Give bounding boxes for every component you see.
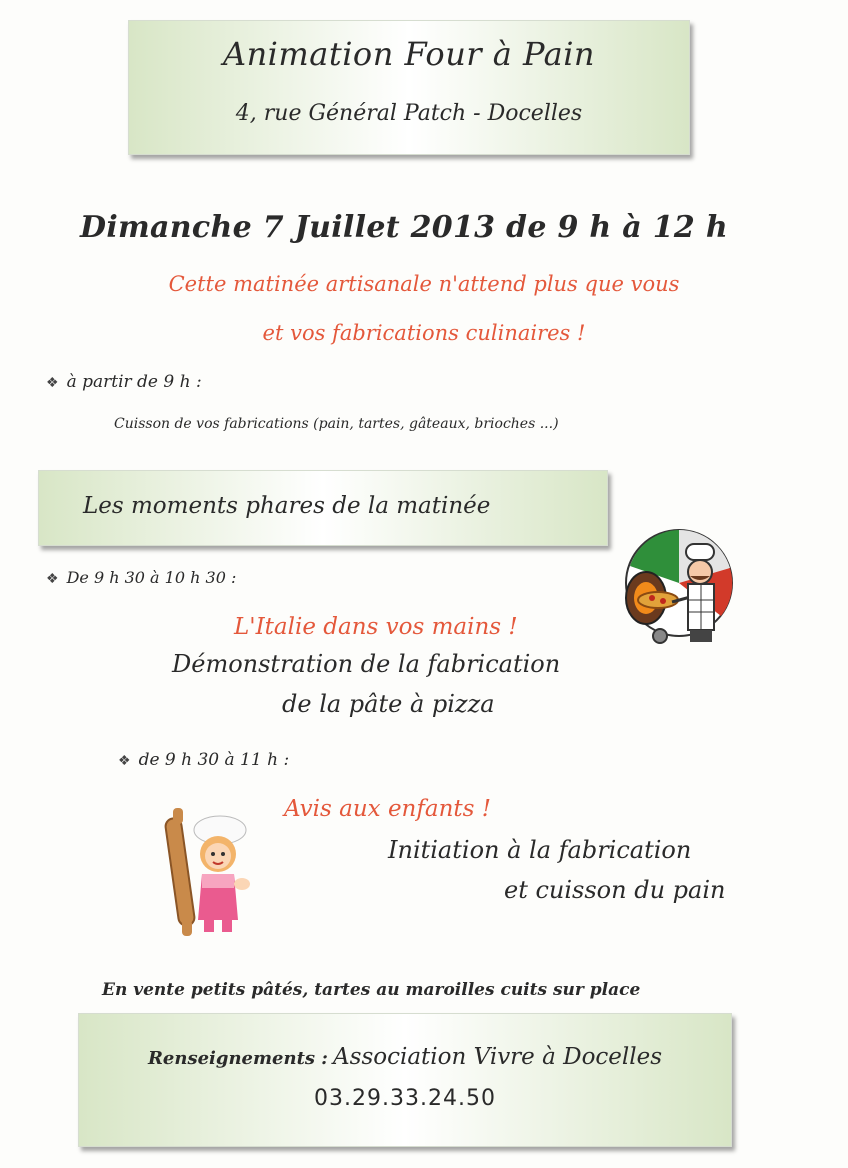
highlights-title: Les moments phares de la matinée <box>83 493 491 519</box>
event2-desc-2: et cuisson du pain <box>504 876 726 904</box>
contact-banner <box>78 1013 732 1147</box>
bullet-icon: ❖ <box>118 753 131 769</box>
sale-info: En vente petits pâtés, tartes au maroilles cuits sur place <box>102 980 641 1000</box>
bullet-icon: ❖ <box>46 571 59 587</box>
intro-line-2: et vos fabrications culinaires ! <box>262 321 586 345</box>
bullet-icon: ❖ <box>46 375 59 391</box>
highlights-banner <box>38 470 608 546</box>
event2-time <box>118 750 289 770</box>
pizza-chef-icon <box>616 526 746 648</box>
from-9-item <box>46 372 202 392</box>
contact-label: Renseignements : <box>147 1048 328 1069</box>
event2-desc-1: Initiation à la fabrication <box>388 836 692 864</box>
header-banner <box>128 20 690 155</box>
event1-time-label: De 9 h 30 à 10 h 30 : <box>66 568 237 587</box>
contact-phone: 03.29.33.24.50 <box>314 1086 496 1111</box>
event1-desc-1: Démonstration de la fabrication <box>172 650 561 678</box>
event1-title: L'Italie dans vos mains ! <box>234 614 518 640</box>
child-baker-icon <box>162 808 254 936</box>
event-title: Animation Four à Pain <box>222 35 596 73</box>
contact-line <box>79 1044 731 1070</box>
event-address: 4, rue Général Patch - Docelles <box>235 101 583 126</box>
from-9-detail: Cuisson de vos fabrications (pain, tartes, gâteaux, brioches ...) <box>114 416 559 432</box>
event-date: Dimanche 7 Juillet 2013 de 9 h à 12 h <box>80 210 728 245</box>
event2-time-label: de 9 h 30 à 11 h : <box>138 750 290 770</box>
from-9-label: à partir de 9 h : <box>66 372 202 392</box>
contact-org: Association Vivre à Docelles <box>333 1044 663 1070</box>
event1-desc-2: de la pâte à pizza <box>282 690 495 718</box>
intro-line-1: Cette matinée artisanale n'attend plus que vous <box>168 272 680 296</box>
event2-title: Avis aux enfants ! <box>284 796 492 822</box>
event1-time <box>46 568 236 587</box>
